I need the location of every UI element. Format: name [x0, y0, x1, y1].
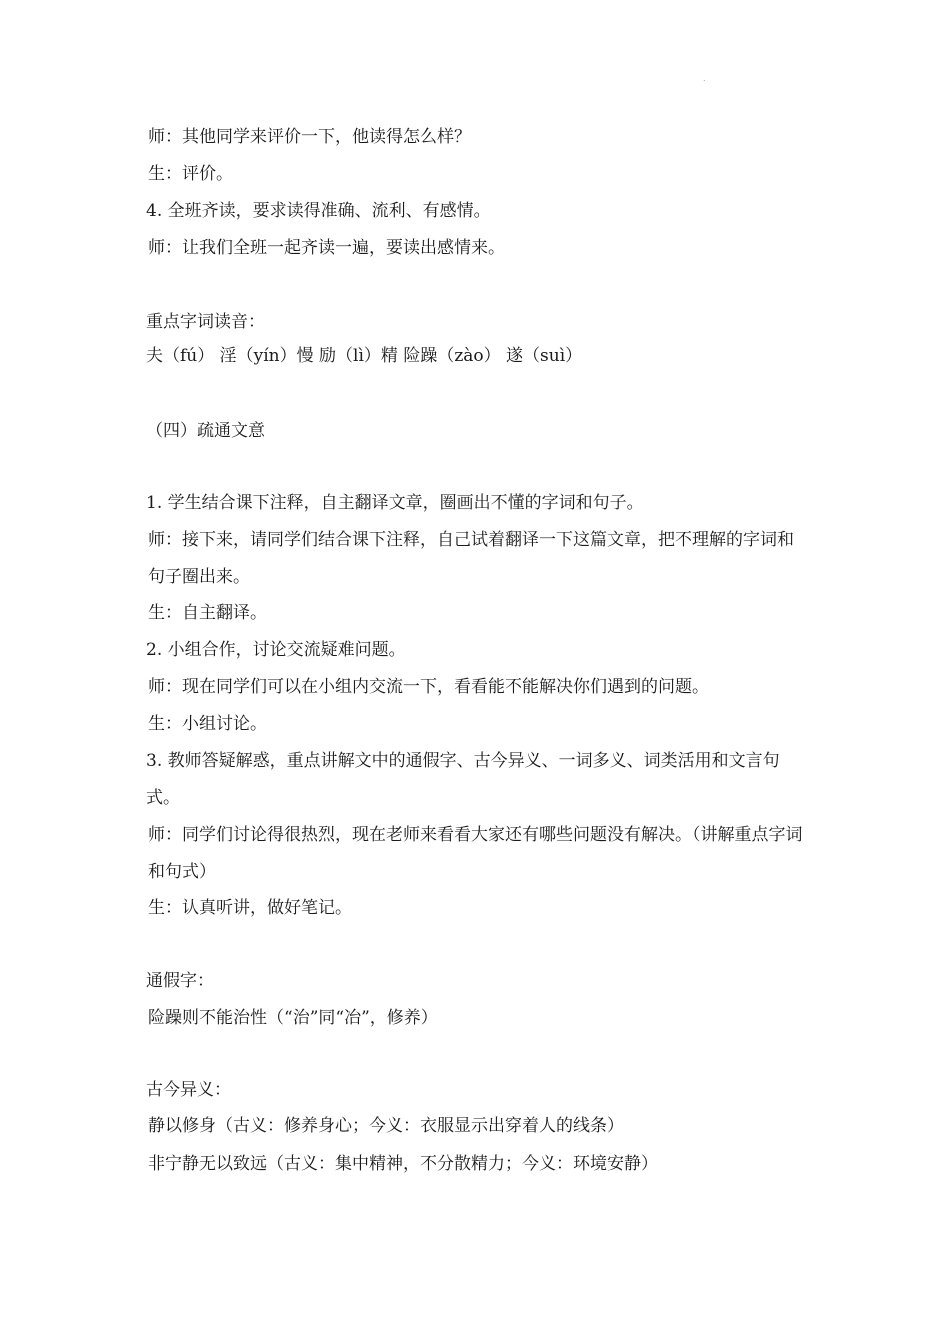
section-label: 通假字：	[146, 971, 214, 991]
student-line: 生：小组讨论。	[148, 714, 267, 734]
teacher-line: 师：同学们讨论得很热烈，现在老师来看看大家还有哪些问题没有解决。（讲解重点字词和句式）	[148, 825, 803, 882]
step-item: 1. 学生结合课下注释，自主翻译文章，圈画出不懂的字词和句子。	[146, 493, 644, 513]
teacher-line: 师：其他同学来评价一下，他读得怎么样？	[148, 127, 471, 147]
teacher-line: 师：现在同学们可以在小组内交流一下，看看能不能解决你们遇到的问题。	[148, 677, 709, 697]
corner-mark: .	[703, 74, 706, 83]
step-item: 4. 全班齐读，要求读得准确、流利、有感情。	[146, 201, 491, 221]
section-heading: （四）疏通文意	[146, 421, 265, 441]
example-line: 险躁则不能治性（“治”同“冶”，修养）	[148, 1008, 438, 1028]
step-item: 3. 教师答疑解惑，重点讲解文中的通假字、古今异义、一词多义、词类活用和文言句式。	[146, 751, 780, 808]
student-line: 生：认真听讲，做好笔记。	[148, 898, 352, 918]
example-line: 静以修身（古义：修养身心；今义：衣服显示出穿着人的线条）	[148, 1116, 624, 1136]
pronunciation-list: 夫（fú） 淫（yín）慢 励（lì）精 险躁（zào） 遂（suì）	[146, 346, 583, 366]
teacher-line: 师：接下来，请同学们结合课下注释，自己试着翻译一下这篇文章，把不理解的字词和句子圈出来。	[148, 530, 794, 587]
teacher-line: 师：让我们全班一起齐读一遍，要读出感情来。	[148, 238, 505, 258]
student-line: 生：自主翻译。	[148, 603, 267, 623]
section-label: 重点字词读音：	[146, 312, 265, 332]
student-line: 生：评价。	[148, 164, 233, 184]
example-line: 非宁静无以致远（古义：集中精神，不分散精力；今义：环境安静）	[148, 1154, 658, 1174]
section-label: 古今异义：	[146, 1080, 231, 1100]
step-item: 2. 小组合作，讨论交流疑难问题。	[146, 640, 406, 660]
